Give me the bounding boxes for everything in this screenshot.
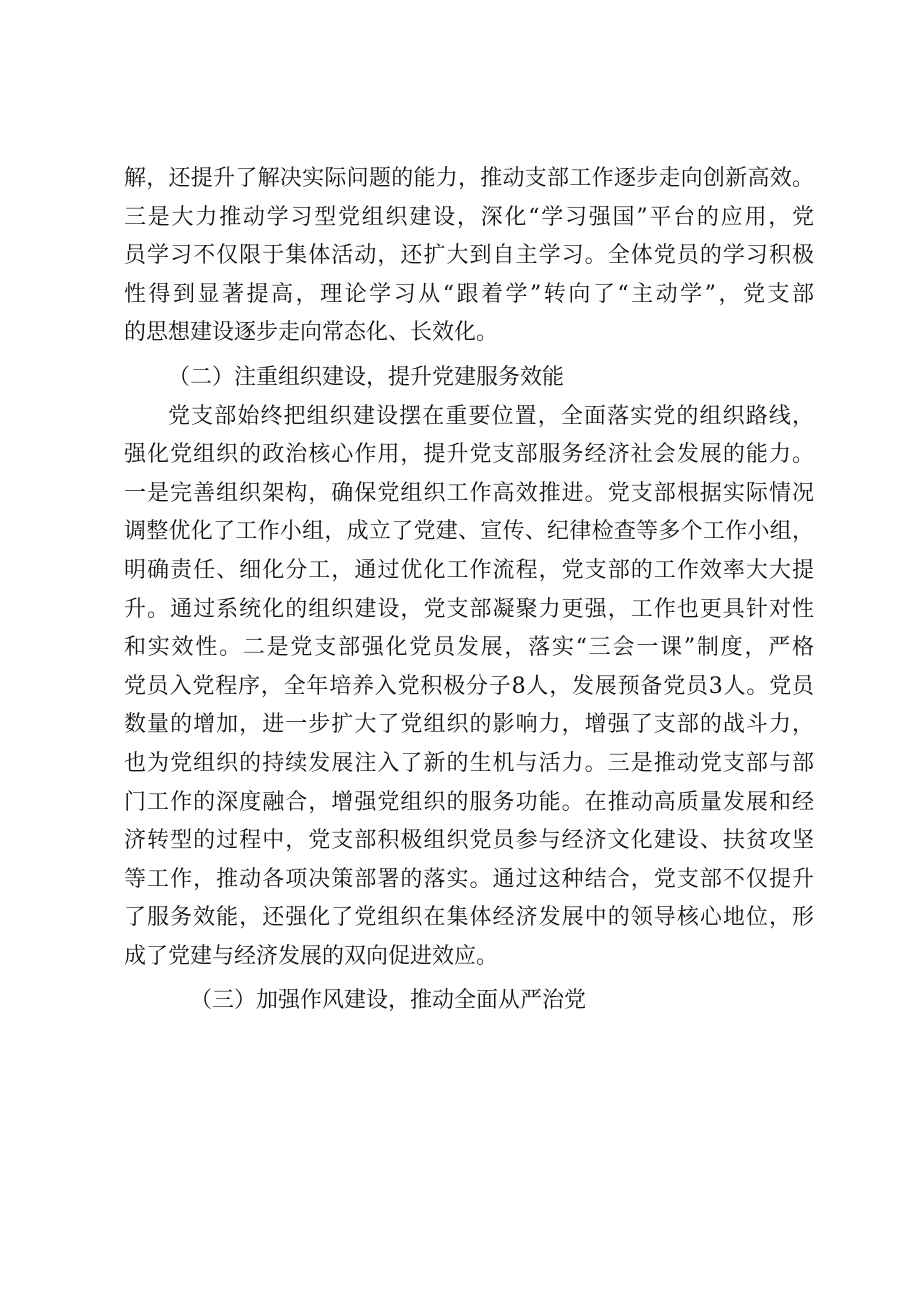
body-text-line: 明确责任、细化分工，通过优化工作流程，党支部的工作效率大大提 xyxy=(124,557,814,583)
body-text-line: 门工作的深度融合，增强党组织的服务功能。在推动高质量发展和经 xyxy=(124,789,814,815)
section-heading-3: （三）加强作风建设，推动全面从严治党 xyxy=(190,988,587,1014)
section-heading-2: （二）注重组织建设，提升党建服务效能 xyxy=(168,364,565,390)
body-text-line: 也为党组织的持续发展注入了新的生机与活力。三是推动党支部与部 xyxy=(124,750,814,776)
body-text-line: 党员入党程序，全年培养入党积极分子8人，发展预备党员3人。党员 xyxy=(124,673,814,699)
body-text-line: 党支部始终把组织建设摆在重要位置，全面落实党的组织路线， xyxy=(168,403,814,429)
body-text-line: 成了党建与经济发展的双向促进效应。 xyxy=(124,943,499,969)
body-text-line: 强化党组织的政治核心作用，提升党支部服务经济社会发展的能力。 xyxy=(124,442,814,468)
body-text-line: 性得到显著提高，理论学习从“跟着学”转向了“主动学”，党支部 xyxy=(124,281,814,307)
document-body xyxy=(124,160,814,1021)
body-text-line: 调整优化了工作小组，成立了党建、宣传、纪律检查等多个工作小组， xyxy=(124,519,814,545)
body-text-line: 员学习不仅限于集体活动，还扩大到自主学习。全体党员的学习积极 xyxy=(124,243,814,269)
body-text-line: 和实效性。二是党支部强化党员发展，落实“三会一课”制度，严格 xyxy=(124,635,814,661)
body-text-line: 解，还提升了解决实际问题的能力，推动支部工作逐步走向创新高效。 xyxy=(124,166,814,191)
body-text-line: 三是大力推动学习型党组织建设，深化“学习强国”平台的应用，党 xyxy=(124,204,814,230)
body-text-line: 了服务效能，还强化了党组织在集体经济发展中的领导核心地位，形 xyxy=(124,905,814,931)
body-text-line: 一是完善组织架构，确保党组织工作高效推进。党支部根据实际情况 xyxy=(124,480,814,506)
body-text-line: 数量的增加，进一步扩大了党组织的影响力，增强了支部的战斗力， xyxy=(124,712,814,738)
body-text-line: 升。通过系统化的组织建设，党支部凝聚力更强，工作也更具针对性 xyxy=(124,596,814,622)
body-text-line: 济转型的过程中，党支部积极组织党员参与经济文化建设、扶贫攻坚 xyxy=(124,828,814,854)
body-text-line: 等工作，推动各项决策部署的落实。通过这种结合，党支部不仅提升 xyxy=(124,866,814,892)
body-text-line: 的思想建设逐步走向常态化、长效化。 xyxy=(124,320,499,346)
